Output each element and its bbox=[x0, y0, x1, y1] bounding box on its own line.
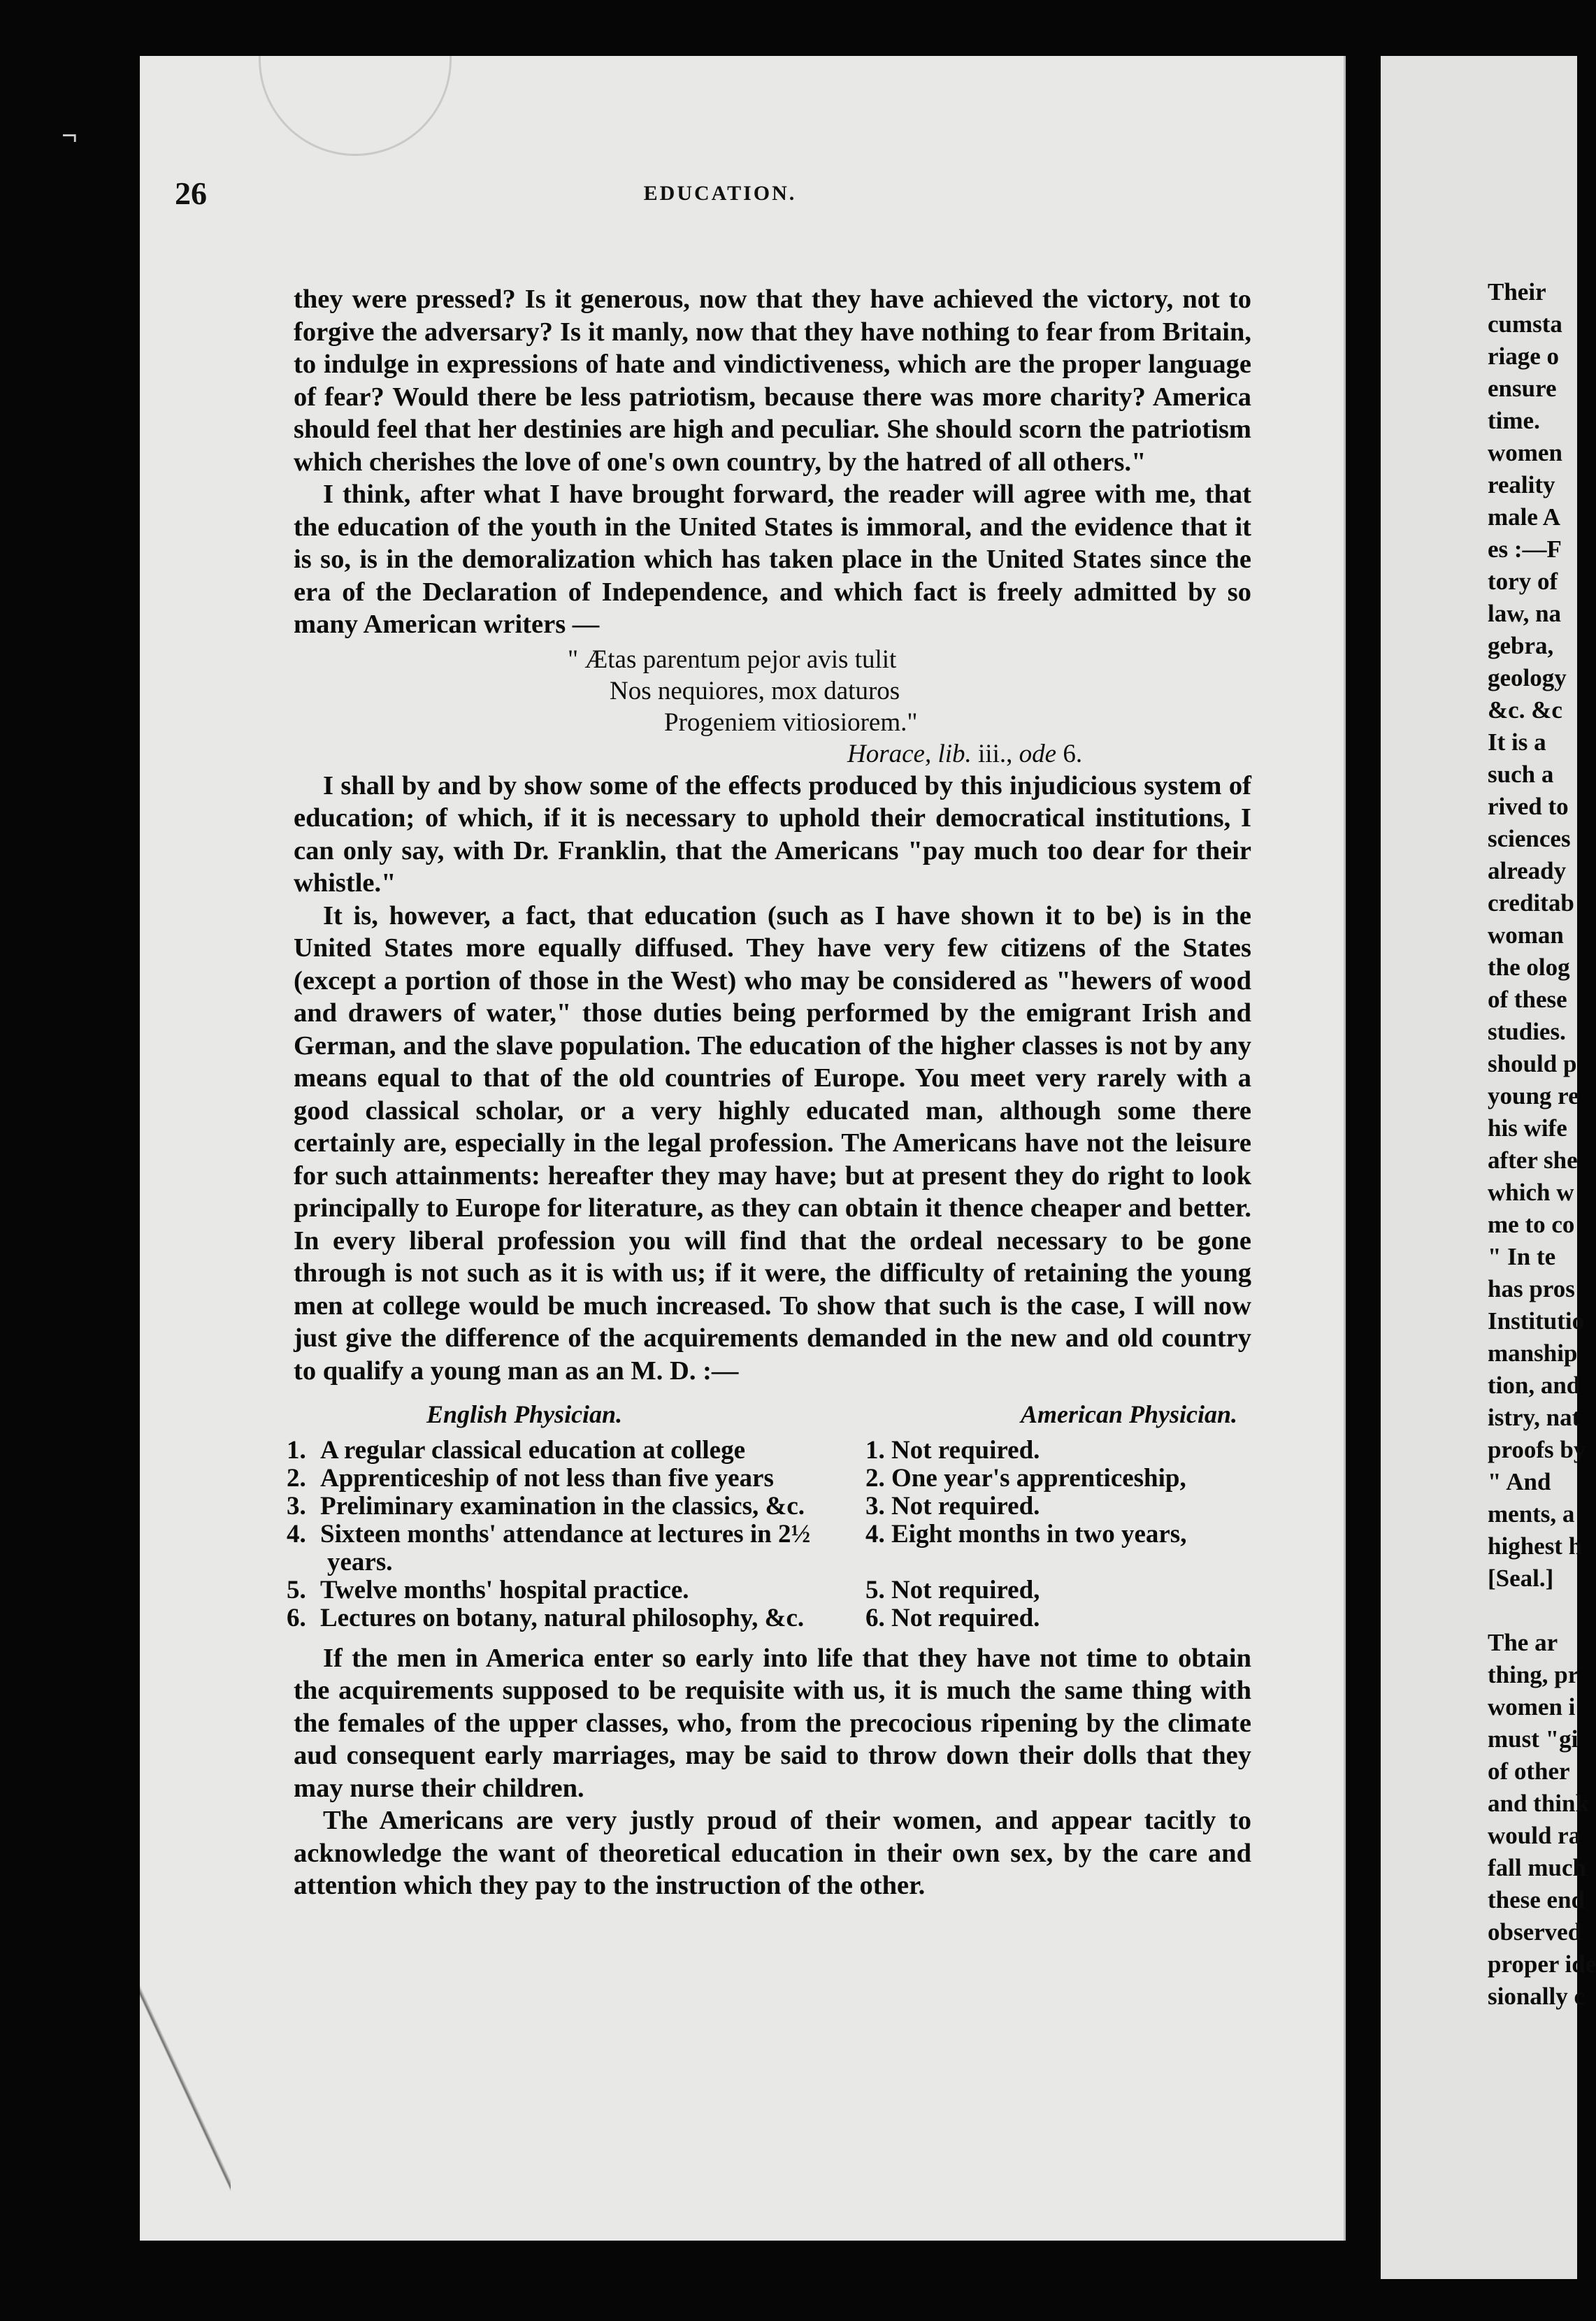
comparison-headings bbox=[294, 1387, 1251, 1437]
english-requirement: Lectures on botany, natural philosophy, &c. bbox=[320, 1603, 805, 1632]
facing-page-line bbox=[1488, 1595, 1579, 1627]
american-heading: American Physician. bbox=[1020, 1400, 1237, 1428]
facing-page-line: ensure bbox=[1488, 375, 1557, 402]
verse-line: " Ætas parentum pejor avis tulit bbox=[568, 645, 897, 674]
facing-page-line: time. bbox=[1488, 407, 1540, 434]
facing-page-line: highest h bbox=[1488, 1532, 1583, 1560]
facing-page-line: law, na bbox=[1488, 600, 1562, 627]
page-number: 26 bbox=[175, 175, 207, 211]
facing-page-line: me to co bbox=[1488, 1211, 1575, 1238]
facing-page-line: sciences bbox=[1488, 825, 1571, 852]
facing-page-line: proper ide bbox=[1488, 1950, 1596, 1978]
facing-page-line: cumsta bbox=[1488, 310, 1562, 338]
facing-page-line: tory of bbox=[1488, 568, 1558, 595]
english-requirement: Sixteen months' attendance at lectures in 2½ bbox=[320, 1519, 811, 1548]
paragraph: I shall by and by show some of the effects produced by this injudicious system of education; of which, if it is necessary to uphold their democratical institutions, I can only say, with Dr. Franklin, that the Americans "pay much too dear for their whistle." bbox=[294, 770, 1251, 898]
facing-page-line: of these bbox=[1488, 986, 1567, 1013]
american-requirement: 4. Eight months in two years, bbox=[865, 1519, 1187, 1548]
main-text bbox=[287, 283, 1251, 1902]
facing-page-line: It is a bbox=[1488, 728, 1546, 756]
citation-author: Horace, lib. bbox=[847, 739, 972, 768]
facing-page-line: " In te bbox=[1488, 1243, 1556, 1270]
facing-page-line: studies. bbox=[1488, 1018, 1566, 1045]
comparison-row bbox=[287, 1435, 1251, 1465]
citation-number: 6. bbox=[1056, 739, 1083, 768]
row-number: 5. bbox=[287, 1575, 306, 1604]
facing-page-line: es :—F bbox=[1488, 536, 1562, 563]
american-requirement: 3. Not required. bbox=[865, 1491, 1040, 1521]
comparison-row bbox=[287, 1575, 1251, 1604]
page-stain bbox=[259, 56, 452, 156]
facing-page-line: should p bbox=[1488, 1050, 1577, 1077]
facing-page-line: riage o bbox=[1488, 343, 1560, 370]
row-number: 2. bbox=[287, 1463, 306, 1493]
row-number: 4. bbox=[287, 1519, 306, 1548]
facing-page-line: fall much bbox=[1488, 1854, 1586, 1881]
facing-page-line: proofs by bbox=[1488, 1436, 1586, 1463]
facing-page-line: his wife bbox=[1488, 1114, 1567, 1142]
facing-page-line: tion, and bbox=[1488, 1372, 1581, 1399]
facing-page-line: [Seal.] bbox=[1488, 1565, 1554, 1592]
facing-page-line: male A bbox=[1488, 503, 1561, 531]
row-number: 3. bbox=[287, 1491, 306, 1521]
comparison-row-continuation: years. bbox=[327, 1547, 393, 1576]
facing-page-line: The ar bbox=[1488, 1629, 1558, 1656]
citation-book: iii., bbox=[971, 739, 1019, 768]
paragraph: It is, however, a fact, that education (such as I have shown it to be) is in the United States more equally diffused. They have very few citizens of the States (except a portion of those in the West) who may be considered as "hewers of wood and drawers of water," those duties being performed by the emigrant Irish and German, and the slave population. The education of the higher classes is not by any means equal to that of the old countries of Europe. You meet very rarely with a good classical scholar, or a very highly educated man, although some there certainly are, especially in the legal profession. The Americans have not the leisure for such attainments: hereafter they may have; but at present they do right to look principally to Europe for literature, as they can obtain it thence cheaper and better. In every liberal profession you will find that the ordeal necessary to be gone through is not such as it is with us; if it were, the difficulty of retaining the young men at college would be much increased. To show that such is the case, I will now just give the difference of the acquirements demanded in the new and old country to qualify a young man as an M. D. :— bbox=[294, 900, 1251, 1386]
facing-page-line: observed bbox=[1488, 1918, 1582, 1946]
facing-page-line: Their bbox=[1488, 278, 1546, 306]
facing-page-line: young re bbox=[1488, 1082, 1579, 1109]
running-head bbox=[175, 175, 1265, 217]
comparison-row bbox=[287, 1519, 1251, 1548]
facing-page-line: women i bbox=[1488, 1693, 1576, 1720]
verse-line: Progeniem vitiosiorem." bbox=[664, 707, 918, 737]
facing-page-line: and think bbox=[1488, 1790, 1589, 1817]
citation-ode: ode bbox=[1019, 739, 1057, 768]
american-requirement: 6. Not required. bbox=[865, 1603, 1040, 1632]
physician-comparison bbox=[287, 1387, 1251, 1632]
facing-page-line: such a bbox=[1488, 761, 1554, 788]
facing-page-line: rived to bbox=[1488, 793, 1569, 820]
comparison-row bbox=[287, 1463, 1251, 1493]
verse-citation bbox=[294, 738, 1251, 770]
english-requirement: Twelve months' hospital practice. bbox=[320, 1575, 689, 1604]
facing-page-line: which w bbox=[1488, 1179, 1574, 1206]
facing-page-line: creditab bbox=[1488, 889, 1574, 917]
facing-page-line: &c. &c bbox=[1488, 696, 1562, 724]
facing-page-line: must "gi bbox=[1488, 1725, 1579, 1753]
facing-page-line: " And bbox=[1488, 1468, 1551, 1495]
english-requirement: A regular classical education at college bbox=[320, 1435, 746, 1465]
american-requirement: 2. One year's apprenticeship, bbox=[865, 1463, 1186, 1493]
american-requirement: 5. Not required, bbox=[865, 1575, 1040, 1604]
comparison-row bbox=[287, 1491, 1251, 1521]
facing-page-line: manship bbox=[1488, 1339, 1578, 1367]
facing-page-line: geology bbox=[1488, 664, 1567, 691]
page-title: EDUCATION. bbox=[643, 182, 797, 205]
paragraph: I think, after what I have brought forward, the reader will agree with me, that the education of the youth in the United States is immoral, and the evidence that it is so, is in the demoralization which has taken place in the United States since the era of the Declaration of Independence, and which fact is freely admitted by so many American writers — bbox=[294, 480, 1251, 639]
facing-page-line: thing, pr bbox=[1488, 1661, 1579, 1688]
facing-page-line: gebra, bbox=[1488, 632, 1554, 659]
facing-page-line: Institutio bbox=[1488, 1307, 1585, 1335]
paragraph: If the men in America enter so early into life that they have not time to obtain the acquirements supposed to be requisite with us, it is much the same thing with the females of the upper classes, who, from the precocious ripening by the climate aud consequent early marriages, may be said to throw down their dolls that they may nurse their children. bbox=[294, 1643, 1251, 1803]
american-requirement: 1. Not required. bbox=[865, 1435, 1040, 1465]
english-requirement: Apprenticeship of not less than five years bbox=[320, 1463, 774, 1493]
facing-page-line: reality bbox=[1488, 471, 1555, 498]
verse-line: Nos nequiores, mox daturos bbox=[610, 676, 900, 705]
facing-page-line: woman bbox=[1488, 921, 1564, 949]
latin-quotation bbox=[294, 644, 1251, 770]
facing-page-line: women bbox=[1488, 439, 1562, 466]
paragraph: they were pressed? Is it generous, now that they have achieved the victory, not to forgive the adversary? Is it manly, now that they have nothing to fear from Britain, to indulge in expressions of hate and vindictiveness, which are the proper language of fear? Would there be less patriotism, because there was more charity? America should feel that her destinies are high and peculiar. She should scorn the patriotism which cherishes the love of one's own country, by the hatred of all others." bbox=[294, 285, 1251, 477]
row-number: 6. bbox=[287, 1603, 306, 1632]
page-crease bbox=[140, 1985, 231, 2195]
facing-page-line: of other bbox=[1488, 1758, 1570, 1785]
facing-page-line: these end bbox=[1488, 1886, 1586, 1913]
facing-page-line: would ra bbox=[1488, 1822, 1581, 1849]
facing-page-line: already bbox=[1488, 857, 1567, 884]
margin-mark: ¬ bbox=[62, 120, 78, 151]
row-number: 1. bbox=[287, 1435, 306, 1465]
facing-page-line: istry, nat bbox=[1488, 1404, 1581, 1431]
facing-page-text bbox=[1488, 276, 1596, 2013]
facing-page-line: sionally c bbox=[1488, 1983, 1586, 2010]
comparison-row bbox=[287, 1603, 1251, 1632]
paragraph: The Americans are very justly proud of their women, and appear tacitly to acknowledge the want of theoretical education in their own sex, by the care and attention which they pay to the instruction of the other. bbox=[294, 1806, 1251, 1900]
facing-page-line: ments, a bbox=[1488, 1500, 1575, 1528]
english-requirement: Preliminary examination in the classics, &c. bbox=[320, 1491, 805, 1521]
facing-page-line: after she bbox=[1488, 1147, 1578, 1174]
english-heading: English Physician. bbox=[426, 1400, 623, 1428]
facing-page-line: the olog bbox=[1488, 954, 1570, 981]
facing-page-line: has pros bbox=[1488, 1275, 1575, 1302]
